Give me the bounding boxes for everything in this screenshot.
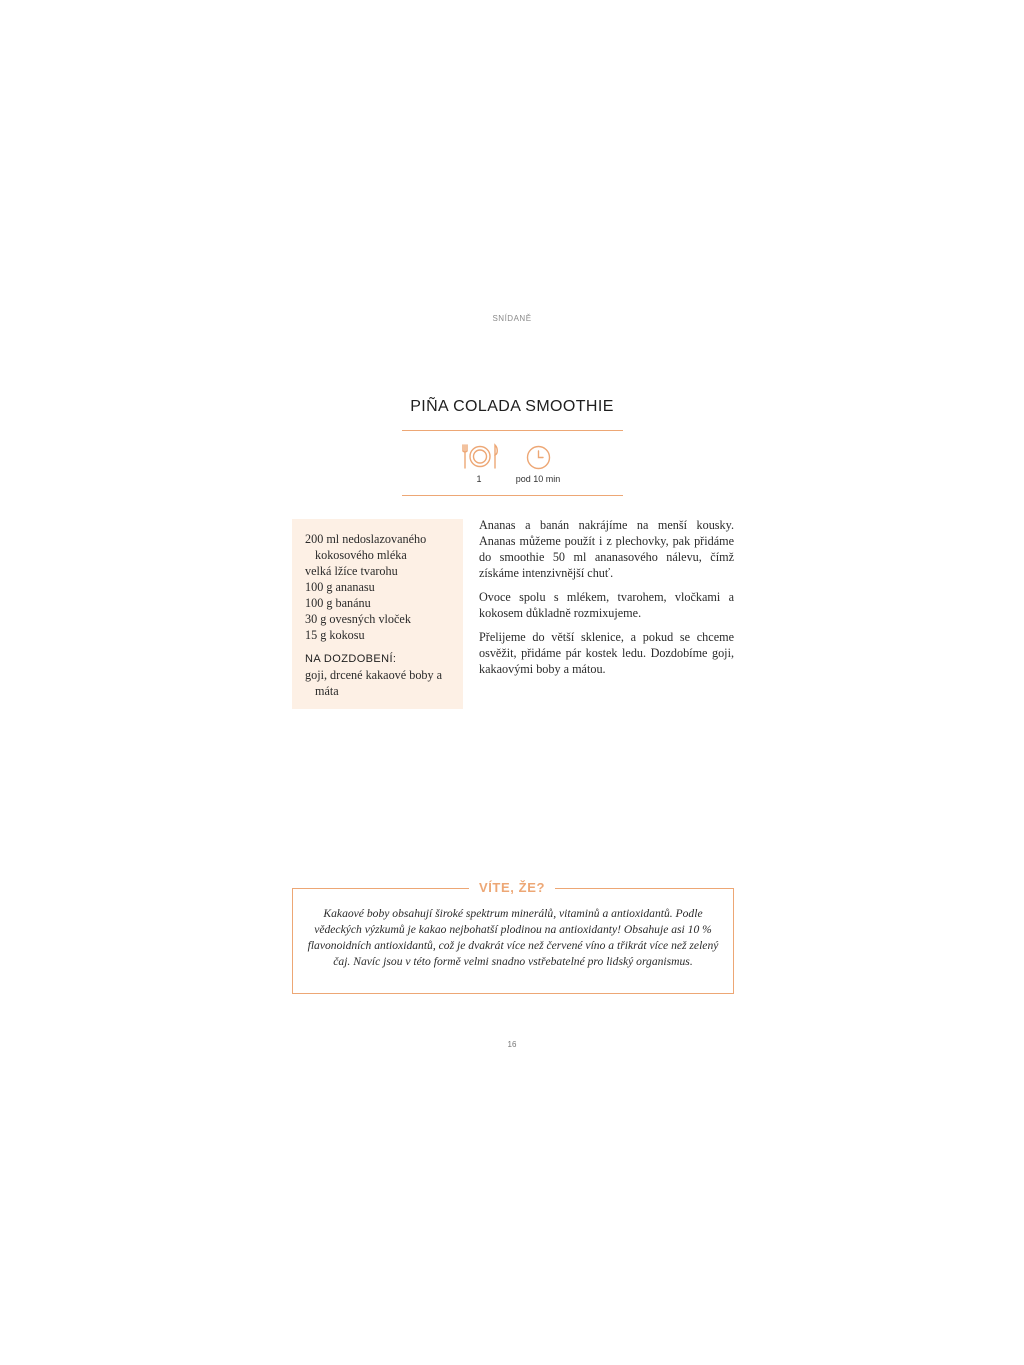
method-paragraph: Ovoce spolu s mlékem, tvarohem, vločkami a kokosem důkladně rozmixujeme. [479, 590, 734, 620]
fact-title-text: VÍTE, ŽE? [469, 880, 555, 895]
plate-cutlery-icon [462, 443, 498, 470]
ingredient-item: 15 g kokosu [305, 628, 365, 642]
ingredient-item: 30 g ovesných vloček [305, 612, 411, 626]
clock-icon [526, 445, 551, 470]
recipe-title: PIÑA COLADA SMOOTHIE [410, 398, 614, 415]
section-label: SNÍDANĚ [492, 314, 532, 323]
garnish-heading: NA DOZDOBENÍ: [305, 653, 397, 665]
method-paragraph: Ananas a banán nakrájíme na menší kousky. Ananas můžeme použít i z plechovky, pak přidáme do smoothie 50 ml ananasového nálevu, čímž získáme intenzivnější chuť. [479, 518, 734, 580]
fact-title [0, 879, 1024, 897]
time-value: pod 10 min [515, 474, 561, 484]
ingredient-item: 200 ml nedoslazovaného kokosového mléka [305, 532, 427, 562]
title-divider-top [402, 430, 623, 431]
title-divider-bottom [402, 495, 623, 496]
ingredients-panel [292, 519, 463, 709]
servings-value: 1 [476, 474, 482, 484]
ingredient-item: velká lžíce tvarohu [305, 564, 398, 578]
page-number: 16 [507, 1040, 517, 1049]
garnish-text: goji, drcené kakaové boby a máta [305, 668, 443, 698]
method-paragraph: Přelijeme do větší sklenice, a pokud se chceme osvěžit, přidáme pár kostek ledu. Dozdobíme goji, kakaovými boby a mátou. [479, 630, 734, 676]
ingredient-item: 100 g banánu [305, 596, 371, 610]
fact-text: Kakaové boby obsahují široké spektrum minerálů, vitaminů a antioxidantů. Podle vědeckých výzkumů je kakao nejbohatší plodinou na antioxidanty! Obsahuje asi 10 % flavonoidních antioxidantů, což je dvakrát více než červené víno a třikrát více než zelený čaj. Navíc jsou v této formě velmi snadno vstřebatelné pro lidský organismus. [307, 907, 719, 968]
ingredient-item: 100 g ananasu [305, 580, 375, 594]
method-text [479, 517, 734, 685]
